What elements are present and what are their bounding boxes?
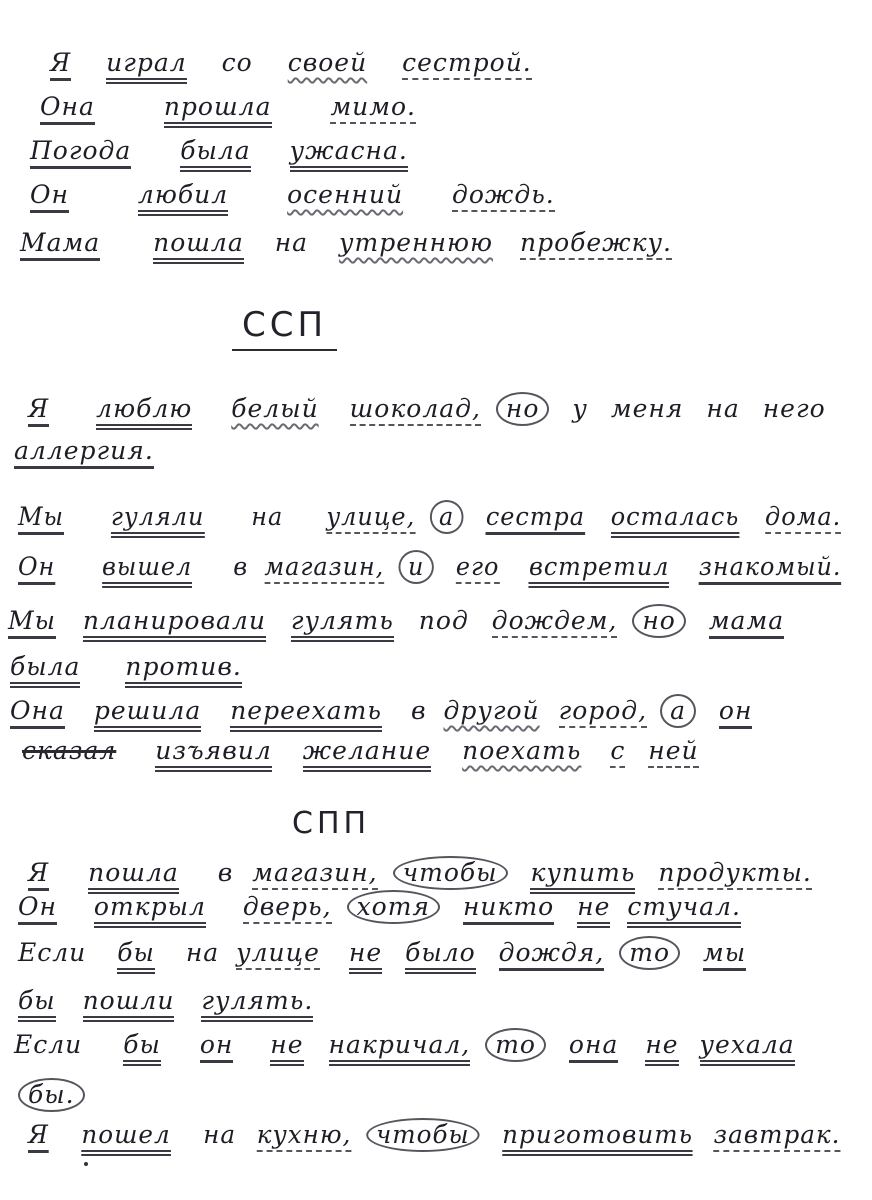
ssp-line-3 (18, 500, 866, 538)
word: приготовить (502, 1120, 693, 1156)
word: с (610, 736, 625, 768)
word: у (572, 394, 588, 423)
crossed-out-word: сказал (22, 736, 117, 765)
simple-sentence-3 (30, 136, 434, 172)
word: пошли (83, 986, 175, 1022)
word: на (274, 228, 309, 257)
word: Мама (20, 228, 100, 261)
word: гулять (291, 606, 394, 642)
ssp-line-1 (28, 392, 852, 430)
spp-line-6 (18, 1078, 99, 1112)
word: аллергия. (14, 436, 154, 469)
word: в (410, 696, 427, 725)
word: дверь, (243, 892, 332, 924)
ssp-line-5 (8, 604, 810, 642)
spp-line-7 (28, 1118, 866, 1156)
word: было (405, 938, 476, 974)
spp-line-1 (28, 856, 838, 894)
ssp-line-4 (18, 550, 866, 588)
word: дождь. (452, 180, 555, 212)
word: Мы (8, 606, 56, 639)
word: меня (610, 394, 684, 423)
simple-sentence-2 (40, 92, 442, 128)
ssp-line-7 (10, 694, 778, 732)
word: Мы (18, 502, 64, 535)
word: не (577, 892, 610, 928)
word: Я (50, 48, 71, 81)
word: никто (463, 892, 554, 925)
word: ужасна. (290, 136, 408, 172)
conjunction: чтобы (366, 1118, 479, 1152)
word: под (418, 606, 469, 635)
word: осталась (611, 502, 739, 538)
word: магазин, (264, 552, 384, 584)
word: гуляли (111, 502, 205, 538)
word: продукты. (658, 858, 811, 890)
word: Он (18, 892, 57, 925)
word: улице, (326, 502, 415, 534)
conjunction: но (496, 392, 550, 426)
conjunction: то (619, 936, 680, 970)
word: шоколад, (350, 394, 481, 426)
word: сестрой. (402, 48, 532, 80)
word: в (233, 552, 249, 581)
word: переехать (230, 696, 382, 732)
word: дождя, (499, 938, 605, 971)
spp-line-2 (18, 890, 767, 928)
section-heading-spp: СПП (292, 806, 371, 841)
conjunction: чтобы (393, 856, 508, 890)
word: уехала (700, 1030, 795, 1066)
word: люблю (96, 394, 192, 430)
word: планировали (83, 606, 266, 642)
word: кухню, (257, 1120, 352, 1152)
word: белый (231, 394, 319, 423)
word: открыл (94, 892, 206, 928)
ink-dot (84, 1162, 88, 1166)
word: Он (18, 552, 55, 585)
word: прошла (164, 92, 272, 128)
word: вышел (102, 552, 192, 588)
conjunction: а (429, 500, 463, 534)
word: дождем, (492, 606, 618, 638)
word: на (251, 502, 284, 531)
word: пошла (88, 858, 179, 894)
word: мама (709, 606, 784, 639)
word: была (10, 652, 80, 688)
word: была (180, 136, 250, 172)
conjunction: но (632, 604, 686, 638)
word: он (200, 1030, 234, 1063)
word: на (706, 394, 740, 423)
word: стучал. (627, 892, 741, 928)
word: она (569, 1030, 618, 1063)
word: против. (125, 652, 241, 688)
ssp-line-8 (22, 736, 725, 772)
word: Я (28, 1120, 49, 1153)
spp-line-3 (18, 936, 772, 974)
word: не (645, 1030, 678, 1066)
word: утреннюю (339, 228, 494, 257)
word: дома. (765, 502, 841, 534)
word: своей (287, 48, 368, 77)
word: бы. (18, 1078, 85, 1112)
word: осенний (287, 180, 404, 209)
word: бы (18, 986, 56, 1022)
word: купить (530, 858, 635, 894)
word: накричал, (329, 1030, 471, 1066)
word: Он (30, 180, 69, 213)
word: в (217, 858, 234, 887)
word: город, (559, 696, 648, 728)
word: Я (28, 394, 49, 427)
word: не (270, 1030, 303, 1066)
conjunction: и (398, 550, 433, 584)
word: Я (28, 858, 49, 891)
word: желание (303, 736, 431, 772)
word: бы (117, 938, 155, 974)
word: другой (443, 696, 540, 725)
word: мы (703, 938, 746, 971)
word: не (349, 938, 382, 974)
section-heading-ssp: ССП (232, 305, 337, 351)
conjunction: хотя (347, 890, 440, 924)
word: Если (18, 938, 87, 967)
word: знакомый. (699, 552, 842, 585)
simple-sentence-4 (30, 180, 581, 216)
word: его (456, 552, 499, 584)
word: решила (94, 696, 201, 732)
word: сестра (486, 502, 585, 535)
word: изъявил (155, 736, 272, 772)
word: Погода (30, 136, 131, 169)
word: магазин, (252, 858, 377, 890)
word: на (185, 938, 220, 967)
ssp-line-6 (10, 652, 268, 688)
conjunction: а (660, 694, 696, 728)
word: на (203, 1120, 237, 1149)
word: поехать (462, 736, 582, 765)
word: он (719, 696, 753, 729)
word: бы (123, 1030, 161, 1066)
word: со (221, 48, 253, 77)
word: гулять. (201, 986, 313, 1022)
word: Она (10, 696, 65, 729)
word: ней (648, 736, 698, 768)
word: него (762, 394, 826, 423)
spp-line-4 (18, 986, 339, 1022)
spp-line-5 (14, 1028, 821, 1066)
simple-sentence-5 (20, 228, 698, 264)
word: Она (40, 92, 95, 125)
word: пошел (81, 1120, 170, 1156)
word: пробежку. (520, 228, 672, 260)
ssp-line-2 (14, 436, 180, 469)
word: мимо. (330, 92, 416, 124)
simple-sentence-1 (50, 48, 558, 84)
word: Если (14, 1030, 83, 1059)
word: встретил (529, 552, 669, 588)
conjunction: то (485, 1028, 546, 1062)
word: пошла (153, 228, 244, 264)
word: улице (236, 938, 320, 970)
word: любил (138, 180, 228, 216)
word: завтрак. (714, 1120, 841, 1152)
word: играл (106, 48, 187, 84)
